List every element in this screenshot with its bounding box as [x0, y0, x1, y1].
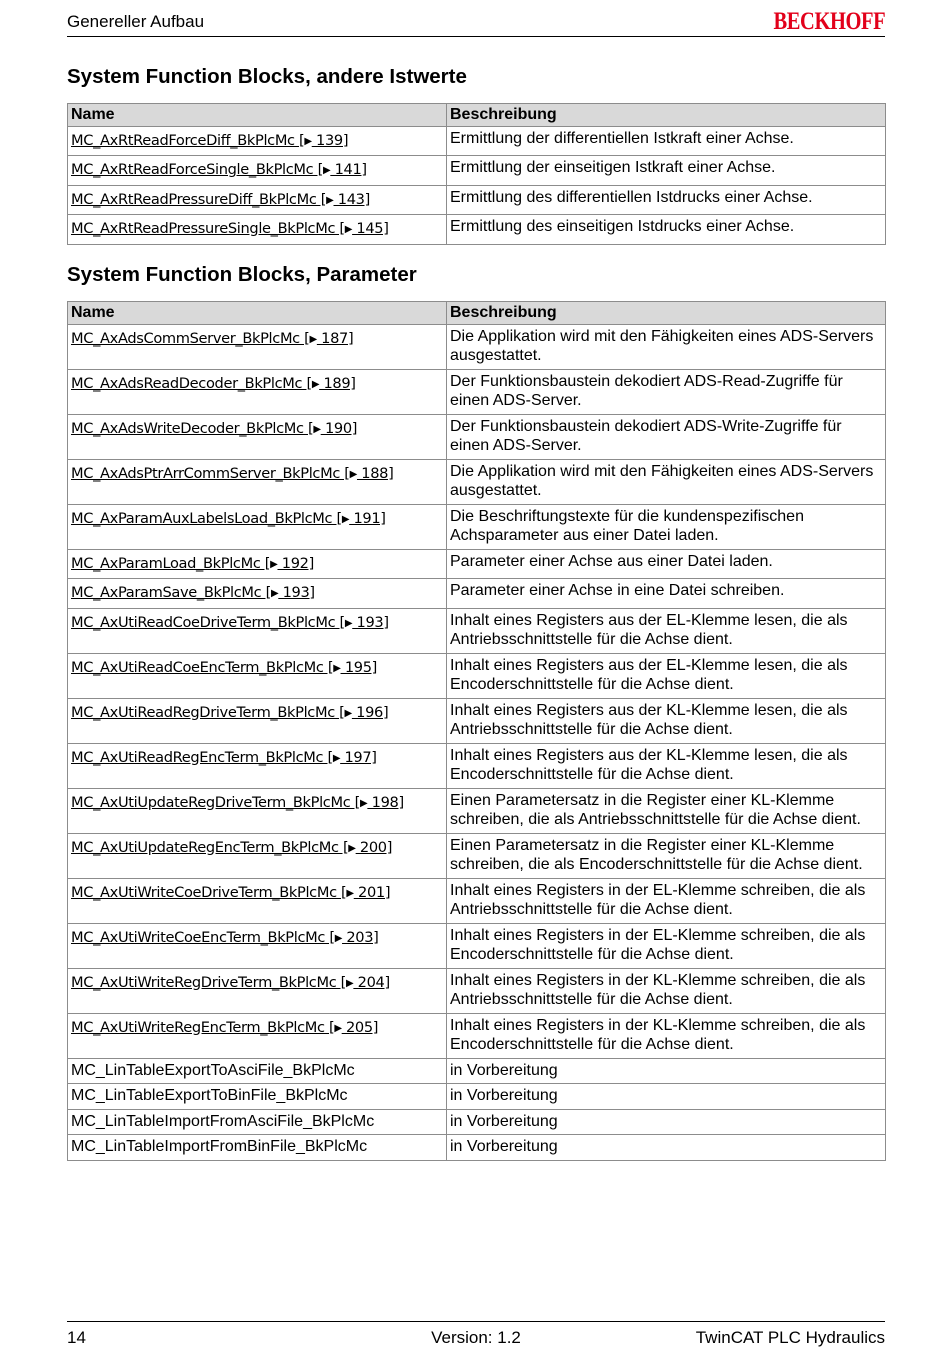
- table-row: [68, 1109, 886, 1135]
- header-title: Genereller Aufbau: [67, 12, 205, 31]
- product-name: TwinCAT PLC Hydraulics: [695, 1328, 885, 1347]
- page-reference: 189]: [319, 374, 356, 392]
- table-row: [68, 126, 886, 156]
- section-title-istwerte: System Function Blocks, andere Istwerte: [67, 65, 467, 88]
- page-header: [67, 6, 885, 37]
- function-block-name: MC_AxRtReadForceSingle_BkPlcMc [: [71, 161, 323, 178]
- name-cell: [68, 549, 447, 579]
- page-reference-arrow-icon: ▶: [309, 333, 317, 345]
- description-cell: Inhalt eines Registers aus der KL-Klemme lesen, die als Antriebsschnittstelle für die Achse dient.: [447, 698, 886, 743]
- description-cell: Inhalt eines Registers aus der KL-Klemme lesen, die als Encoderschnittstelle für die Achse dient.: [447, 743, 886, 788]
- table-row: [68, 878, 886, 923]
- function-block-name: MC_AxUtiWriteRegEncTerm_BkPlcMc [: [71, 1018, 335, 1036]
- function-block-link[interactable]: [71, 656, 377, 680]
- table-row: [68, 698, 886, 743]
- table-row: [68, 1084, 886, 1110]
- page-reference-arrow-icon: ▶: [270, 588, 279, 599]
- column-header-name: Name: [68, 302, 447, 325]
- table-row: [68, 743, 886, 788]
- beckhoff-logo: BECKHOFF: [773, 8, 885, 35]
- function-block-link[interactable]: [71, 881, 390, 905]
- description-cell: Die Applikation wird mit den Fähigkeiten eines ADS-Servers ausgestattet.: [447, 459, 886, 504]
- function-block-name: MC_LinTableExportToAsciFile_BkPlcMc: [71, 1061, 355, 1079]
- name-cell: [68, 369, 447, 414]
- description-cell: in Vorbereitung: [447, 1109, 886, 1135]
- function-block-link[interactable]: [71, 581, 315, 605]
- name-cell: [68, 698, 447, 743]
- description-cell: Die Applikation wird mit den Fähigkeiten eines ADS-Servers ausgestattet.: [447, 324, 886, 369]
- function-block-name: MC_AxAdsCommServer_BkPlcMc [: [71, 329, 310, 347]
- description-cell: Parameter einer Achse aus einer Datei laden.: [447, 549, 886, 579]
- description-cell: Inhalt eines Registers aus der EL-Klemme lesen, die als Antriebsschnittstelle für die Achse dient.: [447, 608, 886, 653]
- table-row: [68, 215, 886, 245]
- name-cell: [68, 1109, 447, 1135]
- table-row: [68, 369, 886, 414]
- function-block-name: MC_LinTableExportToBinFile_BkPlcMc: [71, 1087, 348, 1104]
- function-block-link[interactable]: [71, 327, 353, 351]
- description-cell: in Vorbereitung: [447, 1058, 886, 1084]
- function-block-name: MC_AxParamSave_BkPlcMc [: [71, 584, 271, 601]
- page-reference-arrow-icon: ▶: [344, 224, 353, 235]
- function-block-name: MC_AxUtiWriteCoeDriveTerm_BkPlcMc [: [71, 883, 347, 901]
- page-reference: 198]: [367, 793, 404, 811]
- table-row: [68, 504, 886, 549]
- page-reference: 143]: [333, 190, 370, 208]
- function-block-name: MC_AxParamAuxLabelsLoad_BkPlcMc [: [71, 509, 342, 527]
- parameter-table: [67, 301, 886, 1161]
- function-block-name: MC_AxAdsReadDecoder_BkPlcMc [: [71, 374, 312, 392]
- table-row: [68, 833, 886, 878]
- table-header-row: [68, 302, 886, 325]
- istwerte-table: [67, 103, 886, 245]
- description-cell: in Vorbereitung: [447, 1084, 886, 1110]
- description-cell: Inhalt eines Registers in der KL-Klemme schreiben, die als Antriebsschnittstelle für die Achse dient.: [447, 968, 886, 1013]
- description-cell: in Vorbereitung: [447, 1135, 886, 1161]
- name-cell: [68, 215, 447, 245]
- page-reference: 193]: [352, 613, 389, 631]
- function-block-link[interactable]: [71, 462, 393, 486]
- table-row: [68, 968, 886, 1013]
- name-cell: [68, 968, 447, 1013]
- page-reference: 193]: [278, 584, 315, 601]
- description-cell: Parameter einer Achse in eine Datei schreiben.: [447, 579, 886, 609]
- table-row: [68, 1013, 886, 1058]
- function-block-link[interactable]: [71, 217, 389, 241]
- name-cell: [68, 414, 447, 459]
- page-reference-arrow-icon: ▶: [270, 558, 278, 570]
- function-block-name: MC_AxUtiReadRegDriveTerm_BkPlcMc [: [71, 703, 345, 721]
- function-block-link[interactable]: [71, 188, 370, 212]
- page-reference: 191]: [349, 509, 386, 527]
- istwerte-table-body: [68, 126, 886, 244]
- page-reference-arrow-icon: ▶: [304, 135, 312, 147]
- page-reference: 190]: [320, 419, 358, 437]
- function-block-link[interactable]: [71, 971, 390, 995]
- column-header-description: Beschreibung: [447, 302, 886, 325]
- table-row: [68, 923, 886, 968]
- function-block-link[interactable]: [71, 746, 377, 770]
- function-block-name: MC_AxUtiWriteCoeEncTerm_BkPlcMc [: [71, 928, 335, 946]
- function-block-name: MC_AxUtiWriteRegDriveTerm_BkPlcMc [: [71, 973, 347, 991]
- description-cell: Ermittlung der einseitigen Istkraft einer Achse.: [447, 156, 886, 186]
- function-block-name: MC_AxAdsWriteDecoder_BkPlcMc [: [71, 419, 314, 437]
- table-row: [68, 653, 886, 698]
- function-block-link[interactable]: [71, 372, 356, 396]
- function-block-name: MC_AxAdsPtrArrCommServer_BkPlcMc [: [71, 464, 350, 482]
- page-reference-arrow-icon: ▶: [311, 378, 320, 390]
- name-cell: [68, 156, 447, 186]
- page-reference-arrow-icon: ▶: [341, 513, 350, 525]
- description-cell: Ermittlung des differentiellen Istdrucks einer Achse.: [447, 185, 886, 215]
- description-cell: Einen Parametersatz in die Register einer KL-Klemme schreiben, die als Antriebsschnittstelle für die Achse dient.: [447, 788, 886, 833]
- function-block-link[interactable]: [71, 552, 314, 576]
- table-row: [68, 579, 886, 609]
- name-cell: [68, 185, 447, 215]
- description-cell: Inhalt eines Registers aus der EL-Klemme lesen, die als Encoderschnittstelle für die Achse dient.: [447, 653, 886, 698]
- page-footer: [67, 1321, 885, 1350]
- description-cell: Der Funktionsbaustein dekodiert ADS-Read-Zugriffe für einen ADS-Server.: [447, 369, 886, 414]
- description-cell: Ermittlung der differentiellen Istkraft einer Achse.: [447, 126, 886, 156]
- table-row: [68, 185, 886, 215]
- table-row: [68, 459, 886, 504]
- function-block-link[interactable]: [71, 417, 357, 441]
- table-row: [68, 414, 886, 459]
- function-block-name: MC_AxUtiReadCoeEncTerm_BkPlcMc [: [71, 658, 334, 676]
- page-reference-arrow-icon: ▶: [333, 662, 341, 674]
- description-cell: Einen Parametersatz in die Register einer KL-Klemme schreiben, die als Encoderschnittstelle für die Achse dient.: [447, 833, 886, 878]
- name-cell: [68, 1058, 447, 1084]
- page-reference: 192]: [277, 554, 314, 572]
- name-cell: [68, 504, 447, 549]
- page-reference: 205]: [341, 1018, 379, 1036]
- page-reference-arrow-icon: ▶: [322, 165, 331, 176]
- name-cell: [68, 833, 447, 878]
- page-reference-arrow-icon: ▶: [360, 797, 368, 809]
- function-block-name: MC_LinTableImportFromBinFile_BkPlcMc: [71, 1138, 368, 1155]
- table-header-row: [68, 104, 886, 127]
- table-row: [68, 549, 886, 579]
- page-reference: 204]: [353, 973, 390, 991]
- page-reference: 145]: [352, 220, 389, 237]
- table-row: [68, 1058, 886, 1084]
- page-reference-arrow-icon: ▶: [344, 617, 353, 629]
- page-reference: 200]: [355, 838, 393, 856]
- name-cell: [68, 1013, 447, 1058]
- table-row: [68, 156, 886, 186]
- name-cell: [68, 324, 447, 369]
- page-reference: 141]: [330, 161, 367, 178]
- description-cell: Inhalt eines Registers in der KL-Klemme schreiben, die als Encoderschnittstelle für die Achse dient.: [447, 1013, 886, 1058]
- table-row: [68, 608, 886, 653]
- name-cell: [68, 126, 447, 156]
- name-cell: [68, 579, 447, 609]
- description-cell: Inhalt eines Registers in der EL-Klemme schreiben, die als Antriebsschnittstelle für die Achse dient.: [447, 878, 886, 923]
- name-cell: [68, 1135, 447, 1161]
- page-reference: 196]: [351, 703, 389, 721]
- page-reference: 197]: [340, 748, 377, 766]
- function-block-name: MC_AxUtiReadRegEncTerm_BkPlcMc [: [71, 748, 333, 766]
- page-reference: 139]: [311, 131, 349, 149]
- page-reference: 195]: [340, 658, 377, 676]
- name-cell: [68, 923, 447, 968]
- function-block-name: MC_AxRtReadPressureSingle_BkPlcMc [: [71, 220, 345, 237]
- column-header-description: Beschreibung: [447, 104, 886, 127]
- page-reference: 203]: [342, 928, 379, 946]
- table-row: [68, 324, 886, 369]
- page-reference-arrow-icon: ▶: [334, 1022, 342, 1034]
- name-cell: [68, 459, 447, 504]
- function-block-link[interactable]: [71, 129, 348, 153]
- parameter-table-body: [68, 324, 886, 1160]
- page-reference-arrow-icon: ▶: [346, 887, 354, 899]
- page-reference-arrow-icon: ▶: [348, 842, 356, 854]
- function-block-name: MC_AxUtiUpdateRegEncTerm_BkPlcMc [: [71, 838, 349, 856]
- function-block-link[interactable]: [71, 158, 367, 182]
- page-reference: 201]: [353, 883, 391, 901]
- function-block-link[interactable]: [71, 926, 378, 950]
- function-block-link[interactable]: [71, 611, 389, 635]
- section-title-parameter: System Function Blocks, Parameter: [67, 263, 417, 286]
- description-cell: Der Funktionsbaustein dekodiert ADS-Write-Zugriffe für einen ADS-Server.: [447, 414, 886, 459]
- function-block-link[interactable]: [71, 507, 386, 531]
- page-reference-arrow-icon: ▶: [346, 977, 354, 989]
- page-reference-arrow-icon: ▶: [349, 468, 357, 480]
- function-block-link[interactable]: [71, 836, 392, 860]
- page-reference-arrow-icon: ▶: [313, 423, 321, 435]
- page-number: 14: [67, 1328, 86, 1347]
- description-cell: Die Beschriftungstexte für die kundenspezifischen Achsparameter aus einer Datei laden.: [447, 504, 886, 549]
- description-cell: Inhalt eines Registers in der EL-Klemme schreiben, die als Encoderschnittstelle für die Achse dient.: [447, 923, 886, 968]
- page-reference-arrow-icon: ▶: [326, 194, 334, 206]
- function-block-link[interactable]: [71, 701, 388, 725]
- column-header-name: Name: [68, 104, 447, 127]
- page-reference-arrow-icon: ▶: [334, 932, 343, 944]
- name-cell: [68, 608, 447, 653]
- name-cell: [68, 878, 447, 923]
- function-block-name: MC_AxUtiUpdateRegDriveTerm_BkPlcMc [: [71, 793, 361, 811]
- page-reference-arrow-icon: ▶: [332, 752, 341, 764]
- function-block-name: MC_AxRtReadForceDiff_BkPlcMc [: [71, 131, 305, 149]
- description-cell: Ermittlung des einseitigen Istdrucks einer Achse.: [447, 215, 886, 245]
- table-row: [68, 1135, 886, 1161]
- name-cell: [68, 743, 447, 788]
- table-row: [68, 788, 886, 833]
- function-block-link[interactable]: [71, 1016, 378, 1040]
- function-block-name: MC_AxRtReadPressureDiff_BkPlcMc [: [71, 190, 327, 208]
- page-reference-arrow-icon: ▶: [344, 707, 352, 719]
- page-reference: 187]: [316, 329, 354, 347]
- function-block-name: MC_LinTableImportFromAsciFile_BkPlcMc: [71, 1112, 375, 1130]
- name-cell: [68, 653, 447, 698]
- function-block-name: MC_AxUtiReadCoeDriveTerm_BkPlcMc [: [71, 613, 345, 631]
- page-reference: 188]: [356, 464, 394, 482]
- function-block-link[interactable]: [71, 791, 404, 815]
- name-cell: [68, 1084, 447, 1110]
- name-cell: [68, 788, 447, 833]
- function-block-name: MC_AxParamLoad_BkPlcMc [: [71, 554, 271, 572]
- document-version: Version: 1.2: [431, 1328, 521, 1347]
